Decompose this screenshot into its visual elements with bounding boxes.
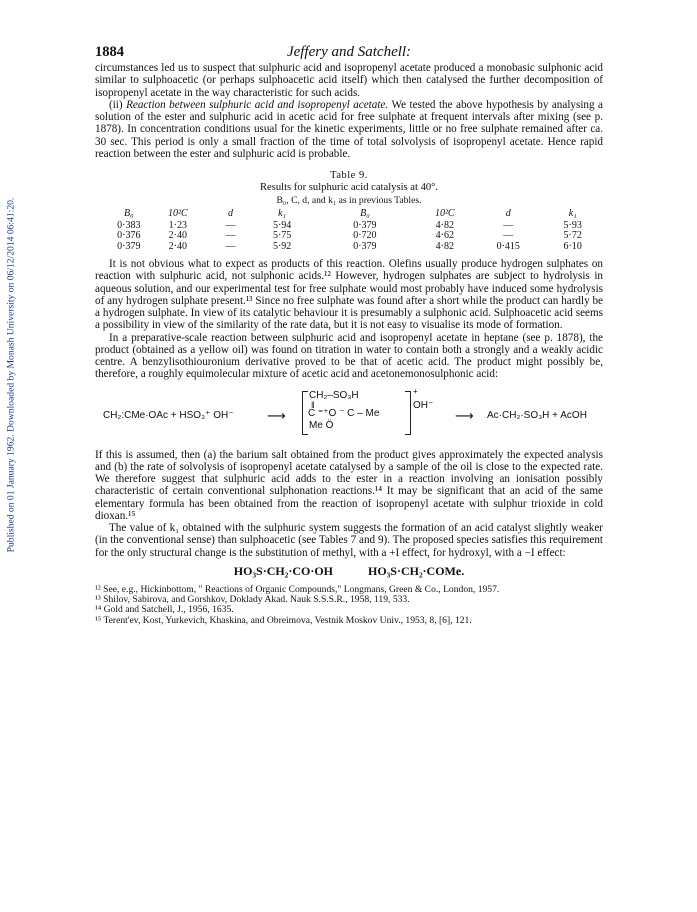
section-heading: Reaction between sulphuric acid and isopropenyl acetate. (126, 98, 389, 111)
table-cell: — (225, 230, 236, 241)
sulphoacetic-formula: HO₃S·CH₂·CO·OH (233, 563, 333, 578)
reaction-arrow-1: ⟶ (267, 407, 286, 423)
paragraph-2-lead: (ii) (109, 98, 127, 111)
intermediate-middle: C ⁼⁺O ⁻ C – Me (308, 407, 380, 419)
journal-page (95, 44, 603, 626)
table-cell: 2·40 (168, 230, 188, 241)
header-cell: B₀ (124, 208, 134, 219)
header-cell: k₁ (278, 208, 287, 219)
footnotes (95, 585, 603, 626)
table-subtitle: B₀, C, d, and k₁ as in previous Tables. (276, 195, 422, 206)
table-cell: — (225, 240, 236, 252)
counter-ion: OH⁻ (413, 399, 434, 411)
table-cell: — (503, 230, 514, 241)
header-cell: d (505, 208, 511, 219)
intermediate-bottom: Me Ö (309, 419, 334, 431)
paragraph-5: If this is assumed, then (a) the barium salt obtained from the product gives approximately the expected analysis and (b) the rate of solvolysis of isopropenyl acetate catalysed by a sample of the oil is close to the expected rate. We therefore suggest that sulphuric acid adds to the ester in a reaction involving an ionisation possibly characteristic of certain conventional sulphonation reactions.¹⁴ It may be significant that an acid of the same elementary formula has been obtained from the reaction of isopropenyl acetate with sulphur trioxide in cold dioxan.¹⁵ (95, 448, 603, 522)
acetonesulphonic-formula: HO₃S·CH₂·COMe. (368, 563, 465, 578)
paragraph-2-body: We tested the above hypothesis by analysing a solution of the ester and sulphuric acid in acetic acid for free sulphate at frequent intervals after mixing (see p. 1878). In concentration conditions usual for the kinetic experiments, little or no free sulphate remained after ca. 30 sec. This period is only a small fraction of the time of total solvolysis of isopropenyl acetate. Hence rapid reaction between the ester and sulphuric acid is probable. (95, 98, 603, 160)
table-cell: 4·82 (435, 240, 454, 252)
formula-pair (95, 564, 603, 579)
download-watermark (3, 150, 19, 600)
intermediate-bond: ‖ (311, 399, 315, 410)
results-table (113, 209, 603, 252)
intermediate-top: CH₂–SO₃H (309, 389, 359, 401)
table-cell: 0·379 (353, 219, 377, 231)
table-cell: 0·415 (496, 240, 520, 252)
table-9 (95, 170, 603, 252)
footnote-12: ¹² See, e.g., Hickinbottom, " Reactions of Organic Compounds," Longmans, Green & Co., London, 1957. (95, 583, 500, 595)
right-bracket (405, 391, 411, 435)
paragraph-3: It is not obvious what to expect as products of this reaction. Olefins usually produce hydrogen sulphates on reaction with sulphuric acid, not sulphonic acids.¹² However, hydrogen sulphates are subject to hydrolysis in aqueous solution, and our experimental test for free sulphate would most probably have induced some hydrolysis of any hydrogen sulphate present.¹³ Since no free sulphate was found after a short while the product can hardly be a hydrogen sulphate. In view of its catalytic behaviour it is presumably a sulphonic acid. Sulphoacetic acid seems a possibility in view of the similarity of the rate data, but it is not easy to visualise its mode of formation. (95, 258, 603, 332)
watermark-text: Published on 01 January 1962. Downloaded by Monash University on 06/12/2014 06:41:20. (5, 197, 17, 553)
header-cell: d (227, 208, 233, 219)
paragraph-6: The value of k₁ obtained with the sulphuric system suggests the formation of an acid catalyst slightly weaker (in the conventional sense) than sulphoacetic (see Tables 7 and 9). The proposed species satisfies this requirement for the only structural change is the substitution of methyl, with a +I effect, for hydroxyl, with a −I effect: (95, 522, 603, 559)
table-header-row (113, 209, 603, 221)
table-cell: 5·94 (272, 219, 292, 231)
paragraph-1: circumstances led us to suspect that sulphuric acid and isopropenyl acetate produced a monobasic sulphonic acid similar to sulphoacetic (or perhaps sulphoacetic acid itself) which then catalysed the further decomposition of isopropenyl acetate in the way characteristic for such acids. (95, 62, 603, 99)
paragraph-2 (95, 99, 603, 160)
table-cell: 5·93 (563, 219, 582, 231)
table-cell: — (225, 219, 236, 231)
paragraph-4: In a preparative-scale reaction between sulphuric acid and isopropenyl acetate in heptane (see p. 1878), the product (obtained as a yellow oil) was found on titration in water to contain both a strongly and a weakly acidic centre. A benzylisothiouronium derivative proved to be that of acetic acid. The product might possibly be, therefore, a roughly equimolecular mixture of acetic acid and acetonemonosulphonic acid: (95, 331, 603, 381)
header-cell: B₀ (360, 208, 370, 219)
running-title: Jeffery and Satchell: (286, 44, 412, 60)
table-cell: 0·383 (117, 219, 141, 231)
table-cell: 2·40 (168, 240, 188, 252)
table-title: Results for sulphuric acid catalysis at 40°. (259, 182, 439, 193)
footnote-14: ¹⁴ Gold and Satchell, J., 1956, 1635. (95, 604, 234, 616)
header-cell: k₁ (568, 208, 577, 219)
table-cell: 5·75 (272, 230, 292, 241)
reaction-arrow-2: ⟶ (455, 407, 474, 423)
table-cell: 0·379 (117, 240, 141, 252)
footnote-15: ¹⁵ Terent'ev, Kost, Yurkevich, Khaskina, and Obreimova, Vestnik Moskov Univ., 1953, 8, [6], 121. (95, 614, 472, 626)
reaction-scheme (95, 387, 603, 445)
table-cell: 0·376 (117, 230, 141, 241)
table-cell: 5·92 (272, 240, 292, 252)
table-row (113, 242, 603, 253)
table-cell: 4·62 (435, 230, 454, 241)
table-cell: 5·72 (563, 230, 582, 241)
table-cell: 6·10 (563, 240, 582, 252)
table-cell: — (503, 219, 514, 231)
table-caption: Table 9. (330, 170, 368, 181)
header-cell: 10²C (168, 208, 188, 219)
page-header (95, 44, 603, 62)
table-row (113, 231, 603, 242)
table-cell: 0·720 (353, 230, 377, 241)
table-cell: 4·82 (435, 219, 454, 231)
header-cell: 10²C (434, 208, 455, 219)
table-cell: 1·23 (168, 219, 188, 231)
products: Ac·CH₂·SO₃H + AcOH (487, 409, 587, 421)
reactants: CH₂:CMe·OAc + HSO₃⁺ OH⁻ (103, 409, 234, 421)
table-cell: 0·379 (353, 240, 377, 252)
footnote-13: ¹³ Shilov, Sabirova, and Gorshkov, Doklady Akad. Nauk S.S.S.R., 1958, 119, 533. (95, 594, 410, 606)
page-number: 1884 (95, 44, 124, 60)
cation-charge: + (413, 386, 418, 396)
